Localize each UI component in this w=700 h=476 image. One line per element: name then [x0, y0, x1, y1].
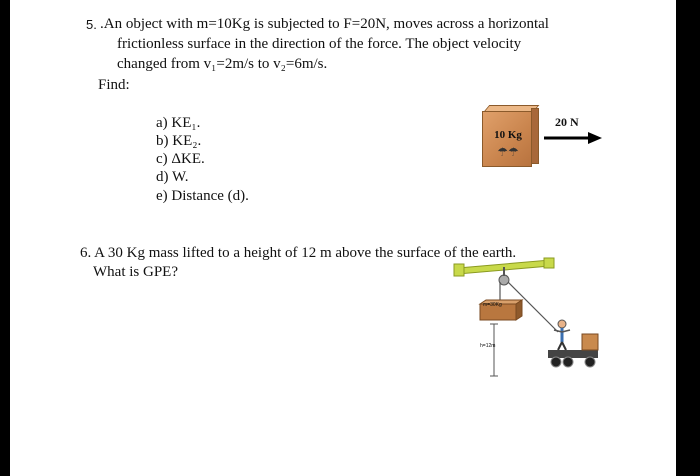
q5-line2: frictionless surface in the direction of the force. The object velocity — [117, 36, 522, 52]
q6-line2: What is GPE? — [93, 264, 178, 280]
q5-item-b: b) KE₂. — [156, 133, 202, 149]
crate-mass-label: m=30Kg — [483, 302, 502, 308]
left-border — [0, 0, 10, 476]
q5-line3: changed from v₁=2m/s to v₂=6m/s. — [117, 56, 328, 72]
q5-item-c: c) ΔKE. — [156, 151, 205, 167]
q5-find-label: Find: — [98, 77, 130, 93]
fragile-icon: ☂☂ — [497, 145, 519, 159]
crane-illustration — [450, 250, 610, 380]
q5-line1: .An object with m=10Kg is subjected to F=20N, moves across a horizontal — [100, 16, 549, 32]
force-label: 20 N — [555, 115, 579, 129]
q5-item-d: d) W. — [156, 169, 189, 185]
q6-line1: 6. A 30 Kg mass lifted to a height of 12 m above the surface of the earth. — [80, 245, 517, 261]
box-mass-label: 10 Kg — [494, 129, 522, 141]
right-border — [676, 0, 700, 476]
q5-item-a: a) KE₁. — [156, 115, 201, 131]
q5-number: 5. — [86, 17, 97, 32]
q5-item-e: e) Distance (d). — [156, 188, 249, 204]
box-side-face — [531, 108, 539, 164]
height-label: h=12m — [480, 343, 496, 349]
force-arrow-icon — [540, 130, 604, 146]
